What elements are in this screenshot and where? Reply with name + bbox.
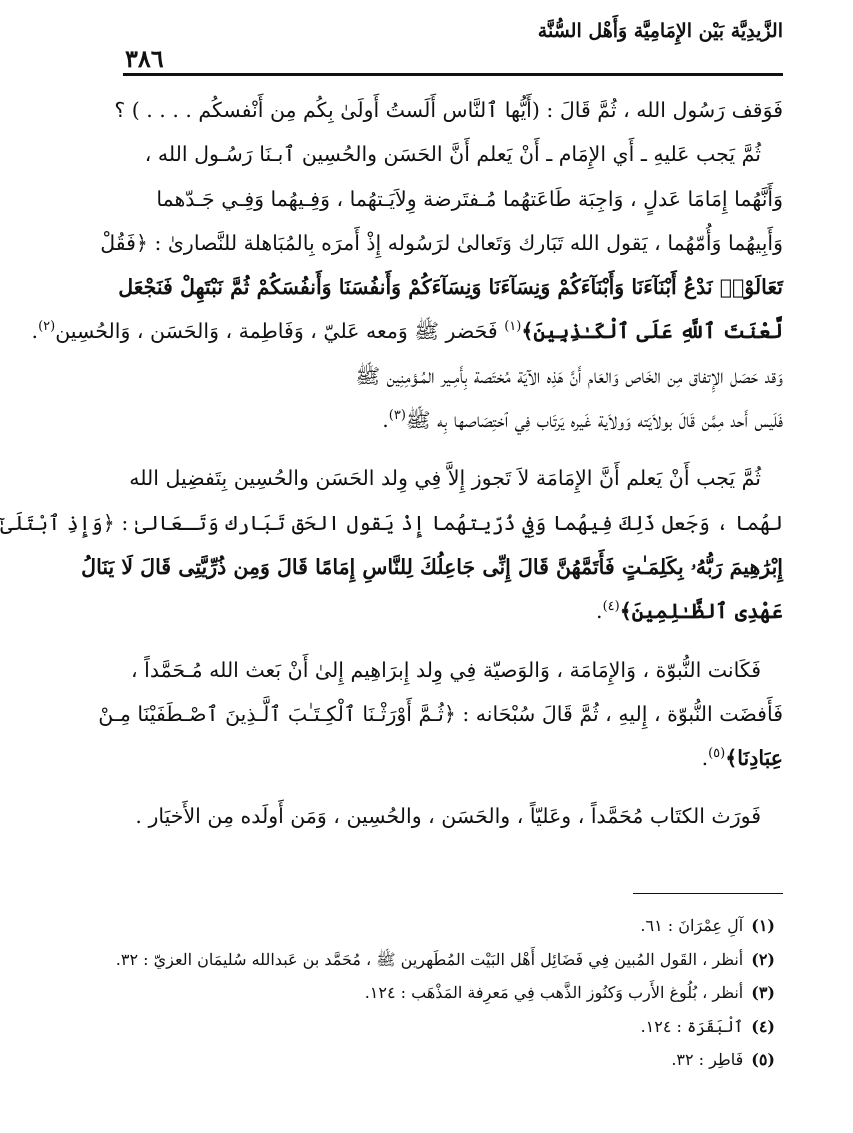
footnote-text: ٱلْبَقَرَة : ١٢٤.	[640, 1016, 744, 1036]
text-line	[121, 398, 783, 442]
main-text	[0, 88, 783, 839]
footnote-number: (١)	[751, 916, 775, 935]
quran-verse: عِبَادِنَا﴾	[725, 746, 783, 771]
header-rule	[123, 73, 783, 76]
text-line	[31, 309, 783, 353]
text-run: فَحَضر ﷺ وَمعه عَليّ ، وَفَاطِمة ، وَالحَسَن ، وَالحُسِين	[55, 319, 505, 344]
paragraph-4	[98, 648, 783, 781]
paragraph-5	[121, 794, 783, 838]
footnote-1	[121, 909, 775, 943]
text-line	[121, 736, 783, 780]
quran-verse-line: إِبْرَٰهِيمَ رَبُّهُۥ بِكَلِمَـٰتٍ فَأَتَمَّهُنَّ قَالَ إِنِّى جَاعِلُكَ لِلنَّاسِ إِمَامًا قَالَ وَمِن ذُرِّيَّتِى قَالَ لَا يَنَالُ	[81, 554, 783, 579]
footnote-number: (٣)	[751, 983, 775, 1002]
text-line	[121, 589, 783, 633]
text-line: ثُمَّ يَجب عَليهِ ـ أَي الإِمَام ـ أَنْ يَعلم أَنَّ الحَسَن والحُسِين ٱبـنَا رَسُـول الله ،	[144, 142, 761, 167]
footnote-text: آلِ عِمْرَانَ : ٦١.	[640, 916, 744, 935]
text-run: فَلَيس أَحد مِمَّن قَالَ بولاَيَته وَولاَية غَيره يَرتَاب فِي ٱختِصَاصها بِه ﷺ	[405, 408, 783, 433]
text-run: .	[31, 319, 39, 344]
footnote-ref: (٣)	[388, 408, 406, 424]
page-number: ٣٨٦	[125, 44, 164, 73]
text-line: فَورَث الكتَاب مُحَمَّداً ، وعَليّاً ، والحَسَن ، والحُسِين ، وَمَن أَولَده مِن الأَخيَار .	[135, 804, 761, 829]
text-line: لهُما ، وَجَعل ذَلِكَ فِيهُما وَفِي ذُرّيتهُما إِذْ يَقول الحَق تَبَارك وَتَـعَالىٰ : ﴿وَإِذِ ٱبْتَلَىٰٓ	[0, 510, 783, 535]
text-run: .	[701, 746, 709, 771]
footnote-number: (٢)	[751, 949, 775, 969]
footnote-ref: (٢)	[38, 319, 56, 335]
text-line: فَكَانت النُّبوّة ، وَالإِمَامَة ، وَالوَصيّة فِي وِلد إِبرَاهِيم إِلىٰ أَنْ بَعث الله مُـحَمَّداً ،	[130, 657, 761, 682]
quran-verse-line: تَعَالَوْا۟ نَدْعُ أَبْنَآءَنَا وَأَبْنَآءَكُمْ وَنِسَآءَنَا وَنِسَآءَكُمْ وَأَنفُسَنَا وَأَنفُسَكُمْ ثُمَّ نَبْتَهِلْ فَنَجْعَل	[118, 275, 783, 300]
footnote-number: (٥)	[751, 1050, 775, 1069]
footnote-3	[121, 976, 775, 1010]
footnote-rule	[633, 893, 783, 894]
text-run: .	[596, 599, 603, 624]
footnotes	[115, 909, 775, 1077]
footnote-text: أنظر ، القَول المُبين فِي فَضَائِل أَهْل البَيْت المُطَهرين ﷺ ، مُحَمَّد بن عَبدالله سُليمَان العزيّ : ٣٢.	[115, 949, 744, 969]
text-line: فَوَقف رَسُول الله ، ثُمَّ قَالَ : (أَيُّها ٱلنَّاس أَلَستُ أَولَىٰ بِكُم مِن أَنْفسكُم . . . . ) ؟	[114, 98, 783, 122]
quran-verse: عَهْدِى ٱلظَّـٰلِمِينَ﴾	[619, 599, 783, 624]
text-line: ثُمَّ يَجب أَنْ يَعلم أَنَّ الإِمَامَة لاَ تَجوز إِلاَّ فِي وِلد الحَسَن والحُسِين بِتَفضِيل الله	[129, 466, 761, 491]
text-line: فَأَفضَت النُّبوّة ، إِليهِ ، ثُمَّ قَالَ سُبْحَانه : ﴿ثُـمَّ أَوْرَثْـنَا ٱلْكِـتَـٰبَ ٱلَّـذِينَ ٱصْـطَفَيْنَا مِـنْ	[98, 701, 783, 726]
footnote-ref: (٤)	[602, 599, 620, 615]
paragraph-1	[114, 88, 783, 132]
footnote-5	[121, 1043, 775, 1077]
footnote-text: أنظر ، بُلُوغ الأَرب وَكنُوز الذَّهب فِي مَعرِفة المَذْهَب : ١٢٤.	[364, 983, 744, 1002]
footnote-2	[115, 943, 775, 977]
text-line: وَقد حَصَل الإِتفاق مِن الخَاص وَالعَام أَنَّ هَذِه الآيَة مُختَصة بِأَمِـير المُـؤمِنِين ﷺ	[355, 363, 783, 388]
footnote-text: فَاطِر : ٣٢.	[671, 1050, 744, 1069]
text-line: وَأَنَّهُما إِمَامَا عَدلٍ ، وَاجِبَة طَاعَتهُما مُـفتَرضة وِلاَيَـتهُما ، وَفِـيهُما وَفِـي جَـدّهما	[156, 186, 783, 211]
quran-verse: لَّعْنَتَ ٱللَّهِ عَلَى ٱلْكَـٰذِبِينَ﴾	[521, 319, 783, 344]
paragraph-2	[31, 132, 783, 442]
footnote-4	[121, 1010, 775, 1044]
text-run: .	[382, 408, 389, 433]
footnote-ref: (١)	[504, 319, 522, 335]
text-line: وَأَبِيهُما وَأُمّهُما ، يَقول الله تَبَارك وَتَعالىٰ لرَسُوله إِذْ أَمرَه بِالمُبَاهلة للنَّصارىٰ : ﴿فَقُلْ	[100, 230, 783, 255]
running-title: الزَّيدِيَّة بَيْن الإِمَامِيَّة وَأَهْل السُّنَّة	[537, 20, 783, 42]
footnote-number: (٤)	[751, 1016, 775, 1036]
paragraph-3	[0, 456, 783, 633]
footnote-ref: (٥)	[708, 746, 726, 762]
